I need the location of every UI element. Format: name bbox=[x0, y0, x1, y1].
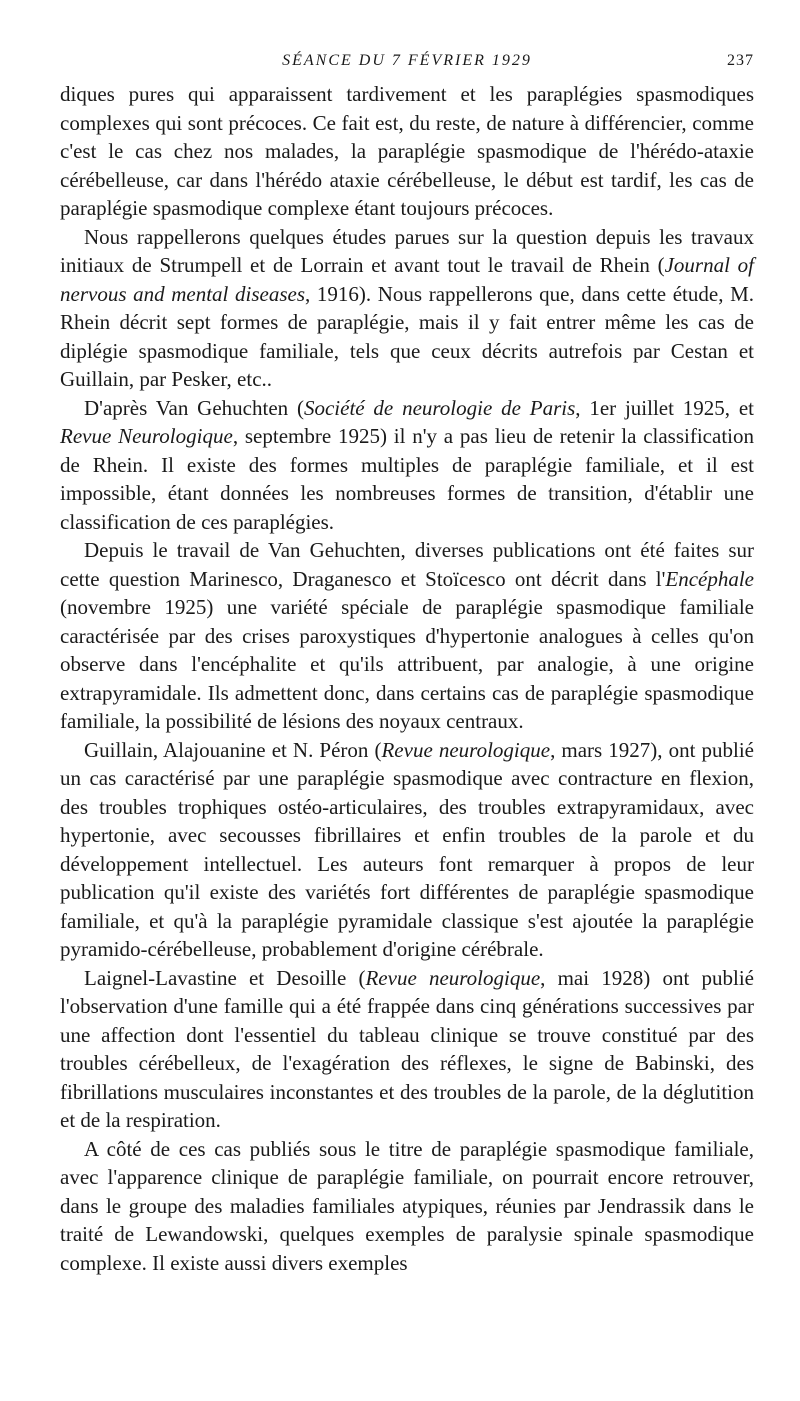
text-run: Nous rappellerons quelques études parues sur la question depuis les travaux initiaux de Strumpell et de Lorrain et avant tout le travail de Rhein ( bbox=[60, 224, 754, 277]
text-run: diques pures qui apparaissent tardivement et les paraplégies spasmodiques complexes qui sont précoces. Ce fait est, du reste, de nature à différencier, comme c'est le cas chez nos malades, la paraplégie spasmodique de l'hérédo-ataxie cérébelleuse, car dans l'hérédo ataxie cérébelleuse, le début est tardif, les cas de paraplégie spasmodique complexe étant toujours précoces. bbox=[60, 82, 754, 220]
page-header bbox=[60, 52, 754, 80]
italic-citation: Journal of nervous and mental diseases bbox=[60, 253, 754, 306]
text-run: , septembre 1925) il n'y a pas lieu de retenir la classification de Rhein. Il existe des formes multiples de paraplégie familiale, et il est impossible, étant données les nombreuses formes de transition, d'établir une classification de ces paraplégies. bbox=[60, 424, 754, 534]
body-text bbox=[60, 80, 754, 1277]
running-title: SÉANCE DU 7 FÉVRIER 1929 bbox=[282, 52, 532, 69]
page-number: 237 bbox=[727, 52, 754, 69]
italic-citation: Société de neurologie de Paris bbox=[303, 395, 576, 420]
text-run: (novembre 1925) une variété spéciale de paraplégie spasmodique familiale caractérisée par des crises paroxystiques d'hypertonie analogues à celles qu'on observe dans l'encéphalite et qu'ils attribuent, par analogie, à une origine extrapyramidale. Ils admettent donc, dans certains cas de paraplégie spasmodique familiale, la possibilité de lésions des noyaux centraux. bbox=[60, 595, 754, 733]
text-run: D'après Van Gehuchten ( bbox=[84, 395, 304, 420]
italic-citation: Revue neurologique bbox=[381, 737, 551, 762]
paragraph bbox=[60, 736, 754, 964]
paragraph bbox=[60, 394, 754, 537]
text-run: , 1916). Nous rappellerons que, dans cette étude, M. Rhein décrit sept formes de paraplégie, mais il y fait entrer même les cas de diplégie spasmodique familiale, tels que ceux décrits autrefois par Cestan et Guillain, par Pesker, etc.. bbox=[60, 281, 754, 391]
text-run: , 1er juillet 1925, et bbox=[575, 395, 755, 420]
text-run: A côté de ces cas publiés sous le titre de paraplégie spasmodique familiale, avec l'apparence clinique de paraplégie familiale, on pourrait encore retrouver, dans le groupe des maladies familiales atypiques, réunies par Jendrassik dans le traité de Lewandowski, quelques exemples de paralysie spinale spasmodique complexe. Il existe aussi divers exemples bbox=[60, 1136, 754, 1275]
text-run: , mai 1928) ont publié l'observation d'une famille qui a été frappée dans cinq générations successives par une affection dont l'essentiel du tableau clinique se trouve constitué par des troubles cérébelleux, de l'exagération des réflexes, le signe de Babinski, des fibrillations musculaires inconstantes et des troubles de la parole, de la déglutition et de la respiration. bbox=[60, 965, 754, 1132]
paragraph bbox=[60, 223, 754, 394]
paragraph bbox=[60, 964, 754, 1135]
text-run: Guillain, Alajouanine et N. Péron ( bbox=[84, 737, 382, 762]
text-run: Depuis le travail de Van Gehuchten, diverses publications ont été faites sur cette question Marinesco, Draganesco et Stoïcesco ont décrit dans l' bbox=[60, 538, 754, 591]
italic-citation: Revue neurologique bbox=[365, 965, 541, 990]
paragraph bbox=[60, 1135, 754, 1278]
italic-citation: Revue Neurologique bbox=[60, 424, 233, 448]
italic-citation: Encéphale bbox=[665, 566, 754, 591]
paragraph bbox=[60, 80, 754, 223]
text-run: , mars 1927), ont publié un cas caractérisé par une paraplégie spasmodique avec contracture en flexion, des troubles trophiques ostéo-articulaires, des troubles extrapyramidaux, avec hypertonie, avec secousses fibrillaires et enfin troubles de la parole et du développement intellectuel. Les auteurs font remarquer à propos de leur publication qu'il existe des variétés fort différentes de paraplégie spasmodique familiale, et qu'à la paraplégie pyramidale classique s'est ajoutée la paraplégie pyramido-cérébelleuse, probablement d'origine cérébrale. bbox=[60, 737, 755, 961]
paragraph bbox=[60, 536, 754, 736]
text-run: Laignel-Lavastine et Desoille ( bbox=[84, 965, 366, 990]
document-page bbox=[60, 52, 754, 1277]
